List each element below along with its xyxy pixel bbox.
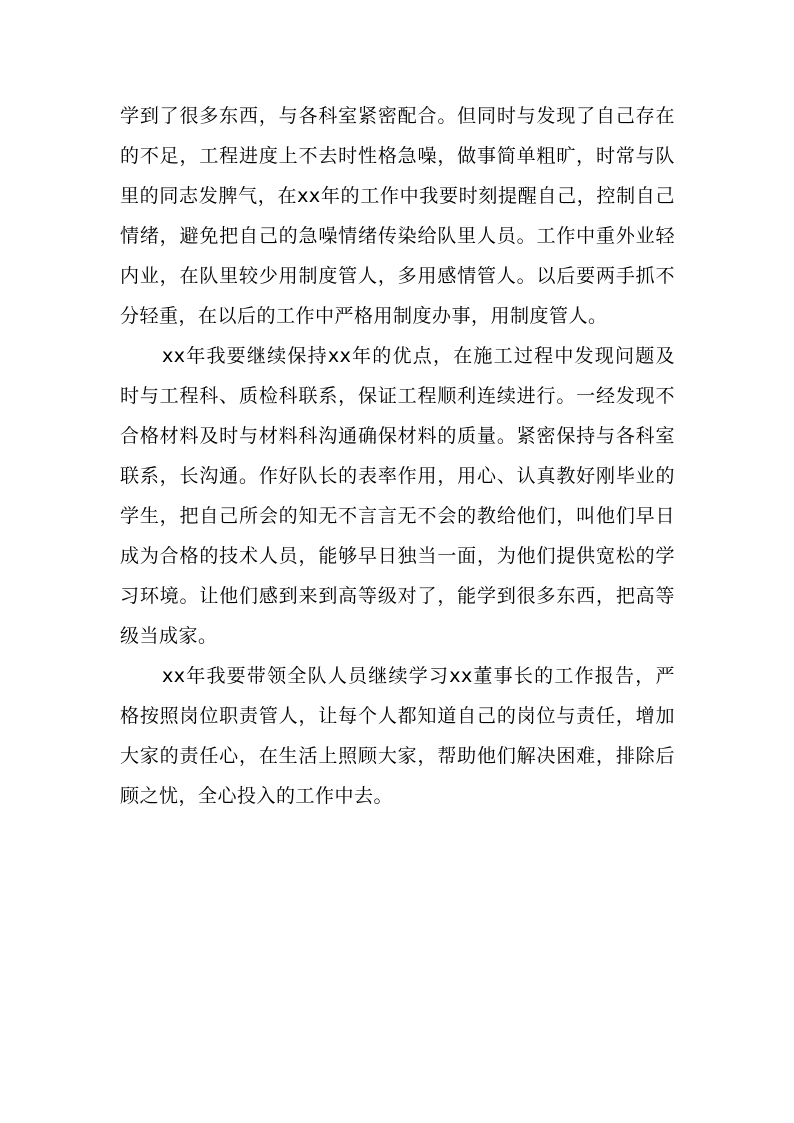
paragraph-2: xx年我要继续保持xx年的优点，在施工过程中发现问题及时与工程科、质检科联系，保证工程顺利连续进行。一经发现不合格材料及时与材料科沟通确保材料的质量。紧密保持与各科室联系，长沟通。作好队长的表率作用，用心、认真教好刚毕业的学生，把自己所会的知无不言言无不会的教给他们，叫他们早日成为合格的技术人员，能够早日独当一面，为他们提供宽松的学习环境。让他们感到来到高等级对了，能学到很多东西，把高等级当成家。	[120, 345, 675, 647]
document-body	[120, 96, 675, 816]
paragraph-3: xx年我要带领全队人员继续学习xx董事长的工作报告，严格按照岗位职责管人，让每个人都知道自己的岗位与责任，增加大家的责任心，在生活上照顾大家，帮助他们解决困难，排除后顾之忧，全心投入的工作中去。	[120, 665, 675, 807]
paragraph-1: 学到了很多东西，与各科室紧密配合。但同时与发现了自己存在的不足，工程进度上不去时性格急噪，做事简单粗旷，时常与队里的同志发脾气，在xx年的工作中我要时刻提醒自己，控制自己情绪，避免把自己的急噪情绪传染给队里人员。工作中重外业轻内业，在队里较少用制度管人，多用感情管人。以后要两手抓不分轻重，在以后的工作中严格用制度办事，用制度管人。	[120, 105, 675, 327]
